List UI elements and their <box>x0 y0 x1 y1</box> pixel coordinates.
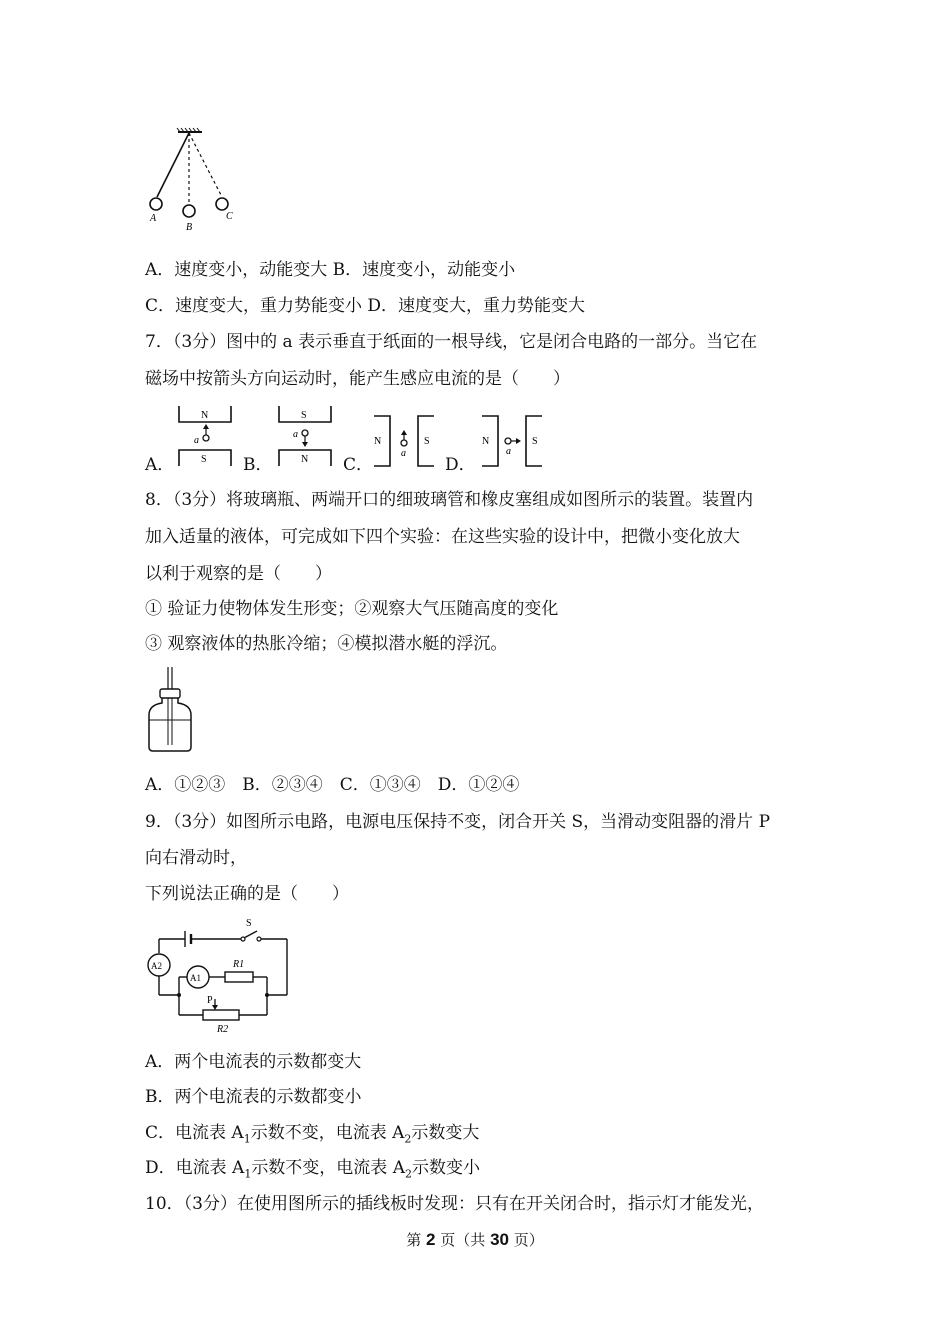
q7-stem-line1: 7．（3分）图中的 a 表示垂直于纸面的一根导线，它是闭合电路的一部分。当它在 <box>145 332 758 352</box>
q9-option-c-pre: C．电流表 A <box>145 1123 244 1143</box>
q7-figure-b <box>275 402 335 470</box>
q9-option-d-sub1: 1 <box>244 1167 252 1181</box>
q7-option-c-label: C． <box>343 455 374 475</box>
q8-item-line1: ① 验证力使物体发生形变；②观察大气压随高度的变化 <box>145 599 559 619</box>
pendulum-label-a: A <box>150 213 157 224</box>
q7-a-pole-s: S <box>201 454 207 465</box>
footer-page-number: 2 <box>426 1230 436 1249</box>
q7-c-pole-n: N <box>374 436 382 447</box>
q7-b-pole-n: N <box>301 454 309 465</box>
q9-r1-label: R1 <box>233 959 245 970</box>
q8-stem-line1: 8．（3分）将玻璃瓶、两端开口的细玻璃管和橡皮塞组成如图所示的装置。装置内 <box>145 490 754 510</box>
q9-stem-line1: 9．（3分）如图所示电路，电源电压保持不变，闭合开关 S，当滑动变阻器的滑片 P <box>145 812 771 832</box>
q7-option-b-label: B． <box>243 455 273 475</box>
q7-figure-d <box>478 412 546 470</box>
q7-a-wire: a <box>194 435 199 446</box>
q7-option-a-label: A． <box>145 455 175 475</box>
footer-pre: 第 <box>406 1231 422 1249</box>
q8-stem-line3: 以利于观察的是（ ） <box>145 564 332 584</box>
pendulum-label-c: C <box>226 211 233 222</box>
q9-option-c-post: 示数变大 <box>411 1123 480 1143</box>
q9-option-c-sub1: 1 <box>243 1132 251 1146</box>
q9-stem-line3: 下列说法正确的是（ ） <box>145 884 349 904</box>
q9-option-d <box>145 1156 480 1186</box>
q9-option-d-sub2: 2 <box>405 1167 412 1181</box>
q7-stem-line2: 磁场中按箭头方向运动时，能产生感应电流的是（ ） <box>145 369 570 389</box>
q7-d-pole-s: S <box>532 436 538 447</box>
q9-option-c-sub2: 2 <box>404 1132 412 1146</box>
q6-options-line2: C．速度变大，重力势能变小 D．速度变大，重力势能变大 <box>145 296 586 316</box>
footer-post: 页） <box>513 1231 544 1249</box>
q9-ammeter-a2-label: A2 <box>151 961 162 971</box>
q8-stem-line2: 加入适量的液体，可完成如下四个实验：在这些实验的设计中，把微小变化放大 <box>145 527 740 547</box>
q8-item-line2: ③ 观察液体的热胀冷缩；④模拟潜水艇的浮沉。 <box>145 634 508 654</box>
q9-option-a: A．两个电流表的示数都变大 <box>145 1052 362 1072</box>
q7-c-pole-s: S <box>424 436 430 447</box>
q7-d-pole-n: N <box>482 436 490 447</box>
footer-total-pages: 30 <box>490 1230 509 1249</box>
q9-option-c-mid: 示数不变，电流表 A <box>250 1123 405 1143</box>
footer-mid: 页（共 <box>440 1231 486 1249</box>
q8-options: A．①②③ B．②③④ C．①③④ D．①②④ <box>145 775 520 795</box>
pendulum-diagram <box>140 125 250 235</box>
q9-option-d-mid: 示数不变，电流表 A <box>251 1158 405 1178</box>
q7-figure-c <box>370 412 438 470</box>
q7-a-pole-n: N <box>201 410 209 421</box>
q9-option-c <box>145 1121 479 1151</box>
q7-b-wire: a <box>293 429 298 440</box>
q9-option-b: B．两个电流表的示数都变小 <box>145 1087 362 1107</box>
q7-d-wire: a <box>506 446 511 457</box>
q9-ammeter-a1-label: A1 <box>190 973 201 983</box>
q9-switch-label: S <box>246 918 252 929</box>
q9-option-d-post: 示数变小 <box>412 1158 480 1178</box>
q7-b-pole-s: S <box>301 410 307 421</box>
page-footer <box>0 1229 950 1250</box>
q6-options-line1: A．速度变小，动能变大 B．速度变小，动能变小 <box>145 260 516 280</box>
pendulum-label-b: B <box>186 222 193 233</box>
q9-option-d-pre: D．电流表 A <box>145 1158 245 1178</box>
q7-option-d-label: D． <box>445 455 476 475</box>
q9-stem-line2: 向右滑动时， <box>145 848 247 868</box>
q10-stem-line1: 10．（3分）在使用图所示的插线板时发现：只有在开关闭合时，指示灯才能发光， <box>145 1194 764 1214</box>
q8-bottle-diagram <box>142 665 198 755</box>
q9-circuit-diagram <box>145 915 295 1035</box>
q7-c-wire: a <box>401 448 406 459</box>
q9-slider-p-label: P <box>207 995 213 1006</box>
q7-figure-a <box>175 402 235 470</box>
q9-r2-label: R2 <box>217 1024 229 1035</box>
